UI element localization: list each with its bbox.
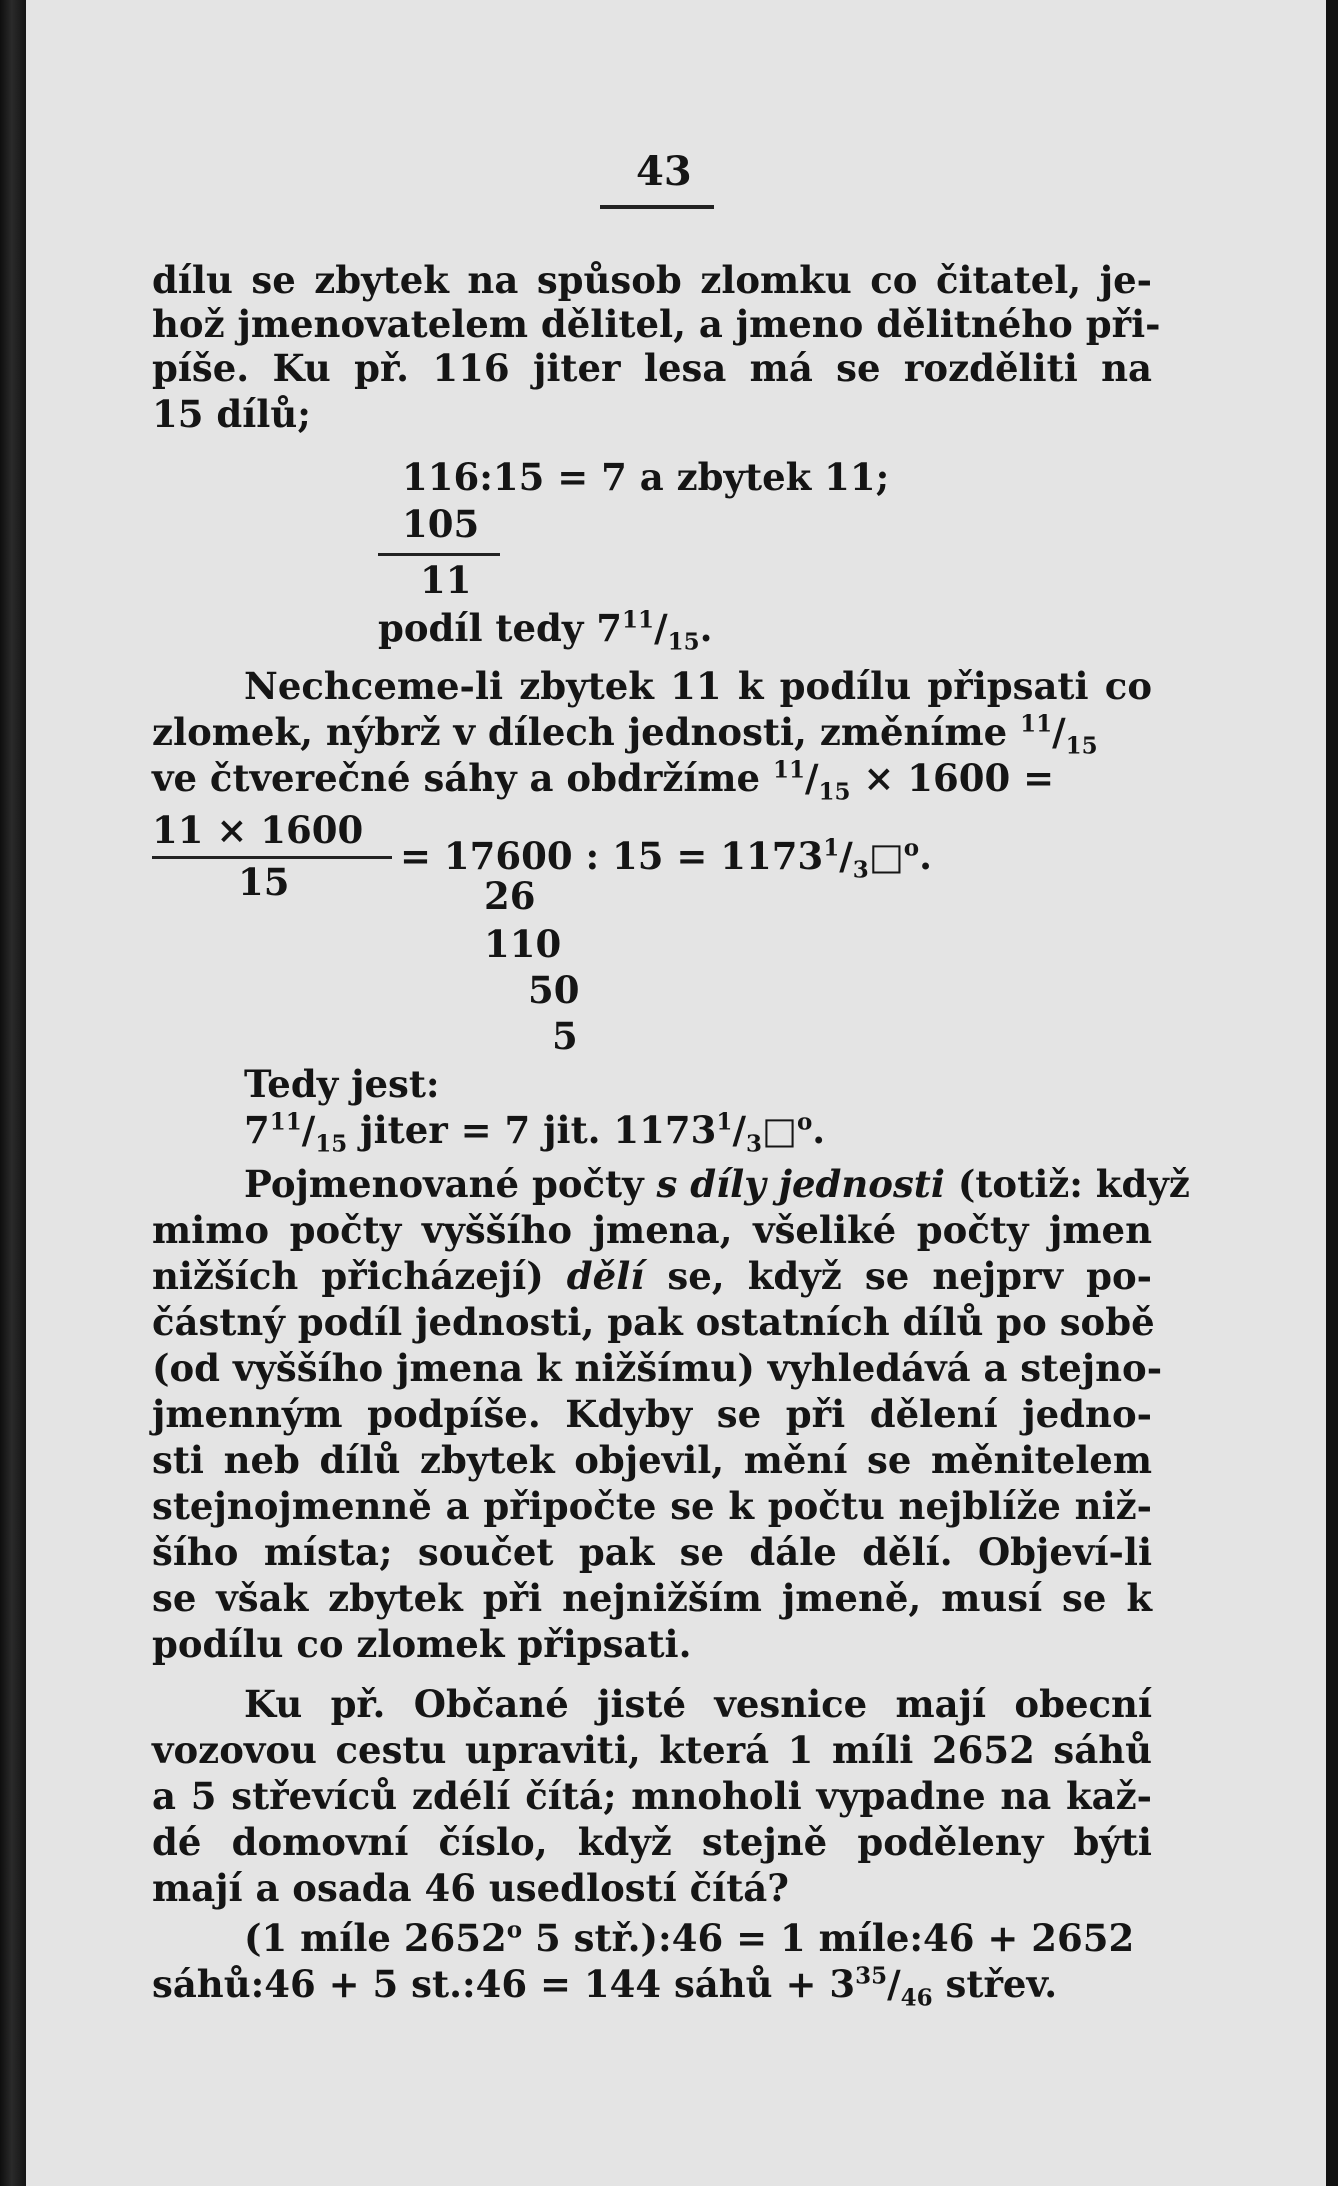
paragraph4-line-1: Ku př. Občané jisté vesnice mají obecní <box>244 1682 1152 1726</box>
paragraph5-line-2 <box>152 1962 1152 2012</box>
paragraph5-line2-slash: / <box>887 1962 901 2006</box>
paragraph3-line-6: jmenným podpíše. Kdyby se při dělení jedno- <box>152 1392 1152 1436</box>
paragraph2-line2-num: 11 <box>1020 710 1053 738</box>
paragraph2-line2-den: 15 <box>1065 732 1098 760</box>
calc2-result-num: 1 <box>823 834 840 862</box>
calc2-result-slash: / <box>839 834 853 878</box>
calc2-equation <box>400 834 933 884</box>
conclusion-res-slash: / <box>732 1108 746 1152</box>
conclusion-unit: □ <box>761 1108 797 1152</box>
paragraph2-line2-slash: / <box>1052 710 1066 754</box>
paragraph3-line3-b: se, když se nejprv po- <box>644 1254 1153 1298</box>
paragraph2-line-1: Nechceme-li zbytek 11 k podílu připsati co <box>244 664 1152 708</box>
book-page <box>26 0 1326 2186</box>
paragraph5-line1-b: 5 stř.):46 = 1 míle:46 + 2652 <box>522 1916 1135 1960</box>
calc2-equation-main: = 17600 : 15 = 1173 <box>400 834 824 878</box>
paragraph2-line-2 <box>152 710 1152 760</box>
calc2-step-1: 26 <box>484 874 536 918</box>
conclusion-den: 15 <box>315 1130 348 1158</box>
paragraph5-line2-num: 35 <box>855 1962 888 1990</box>
paragraph1-line-3: píše. Ku př. 116 jiter lesa má se rozděliti na <box>152 346 1152 390</box>
calc2-result-den: 3 <box>852 856 869 884</box>
paragraph2-line2-text: zlomek, nýbrž v dílech jednosti, změníme <box>152 710 1021 754</box>
calc1-quotient-den: 15 <box>667 628 700 656</box>
paragraph5-line1-a: (1 míle 2652 <box>244 1916 507 1960</box>
conclusion-slash: / <box>301 1108 316 1152</box>
paragraph5-line2-den: 46 <box>900 1984 933 2012</box>
paragraph3-line-8: stejnojmenně a připočte se k počtu nejblíže niž- <box>152 1484 1152 1528</box>
paragraph5-line1-deg: o <box>506 1916 523 1944</box>
conclusion-num: 11 <box>269 1108 302 1136</box>
paragraph4-line-3: a 5 střevíců zdélí čítá; mnoholi vypadne na kaž- <box>152 1774 1152 1818</box>
calc1-quotient-num: 11 <box>622 606 655 634</box>
paragraph3-line-9: šího místa; součet pak se dále dělí. Objeví-li <box>152 1530 1152 1574</box>
page-number-rule <box>600 205 714 209</box>
paragraph2-line3-slash: / <box>804 756 819 800</box>
conclusion-res-den: 3 <box>745 1130 762 1158</box>
paragraph2-line-3 <box>152 756 1152 806</box>
calc2-denominator: 15 <box>238 860 290 904</box>
calc2-result-unit: □ <box>868 834 904 878</box>
scan-left-edge <box>0 0 26 2186</box>
paragraph3-line-1 <box>244 1162 1190 1206</box>
paragraph5-line-1 <box>244 1916 1152 1960</box>
paragraph3-line1-b: (totiž: když <box>944 1162 1190 1206</box>
paragraph3-line-11: podílu co zlomek připsati. <box>152 1622 692 1666</box>
paragraph5-line2-a: sáhů:46 + 5 st.:46 = 144 sáhů + 3 <box>152 1962 856 2006</box>
calc2-result-end: . <box>919 834 933 878</box>
paragraph3-line-7: sti neb dílů zbytek objevil, mění se měnitelem <box>152 1438 1152 1482</box>
paragraph3-line1-a: Pojmenované počty <box>244 1162 657 1206</box>
paragraph2-line3-end: × 1600 = <box>850 756 1055 800</box>
conclusion-mid: jiter = 7 jit. 1173 <box>347 1108 717 1152</box>
scan-right-edge <box>1326 0 1338 2186</box>
paragraph2-line3-text: ve čtverečné sáhy a obdržíme <box>152 756 773 800</box>
paragraph2-line3-den: 15 <box>818 778 851 806</box>
conclusion-res-num: 1 <box>716 1108 733 1136</box>
paragraph1-line-2: hož jmenovatelem dělitel, a jmeno dělitného při- <box>152 302 1161 346</box>
paragraph3-line3-italic: dělí <box>566 1254 645 1298</box>
paragraph1-line-4: 15 dílů; <box>152 392 311 436</box>
paragraph1-line-1: dílu se zbytek na spůsob zlomku co čitatel, je- <box>152 258 1152 302</box>
calc1-quotient <box>378 606 713 656</box>
calc2-result-deg: o <box>903 834 920 862</box>
paragraph4-line-4: dé domovní číslo, když stejně poděleny býti <box>152 1820 1152 1864</box>
calc1-quotient-slash: / <box>654 606 668 650</box>
paragraph3-line-2: mimo počty vyššího jmena, všeliké počty jmen <box>152 1208 1152 1252</box>
calc2-step-2: 110 <box>484 922 562 966</box>
paragraph3-line-5: (od vyššího jmena k nižšímu) vyhledává a stejno- <box>152 1346 1163 1390</box>
calc1-rule <box>378 553 500 556</box>
calc2-fraction-bar <box>152 856 392 859</box>
calc1-division: 116:15 = 7 a zbytek 11; <box>402 455 890 499</box>
paragraph3-line-4: částný podíl jednosti, pak ostatních dílů po sobě <box>152 1300 1155 1344</box>
calc1-quotient-prefix: podíl tedy 7 <box>378 606 623 650</box>
paragraph3-line-3 <box>152 1254 1152 1298</box>
conclusion-label: Tedy jest: <box>244 1062 440 1106</box>
paragraph3-line-10: se však zbytek při nejnižším jmeně, musí se k <box>152 1576 1152 1620</box>
paragraph3-line3-a: nižších přicházejí) <box>152 1254 567 1298</box>
calc2-step-4: 5 <box>552 1014 578 1058</box>
calc1-quotient-end: . <box>699 606 713 650</box>
conclusion-end: . <box>812 1108 826 1152</box>
paragraph5-line2-b: střev. <box>932 1962 1058 2006</box>
paragraph3-line1-italic: s díly jednosti <box>656 1162 945 1206</box>
conclusion-equation <box>244 1108 826 1158</box>
conclusion-prefix: 7 <box>244 1108 270 1152</box>
paragraph2-line3-num: 11 <box>772 756 805 784</box>
calc2-numerator: 11 × 1600 <box>152 808 364 852</box>
conclusion-deg: o <box>796 1108 813 1136</box>
calc1-subtrahend: 105 <box>402 502 480 546</box>
paragraph4-line-2: vozovou cestu upraviti, která 1 míli 2652 sáhů <box>152 1728 1152 1772</box>
paragraph4-line-5: mají a osada 46 usedlostí čítá? <box>152 1866 789 1910</box>
page-number: 43 <box>636 148 692 195</box>
calc2-step-3: 50 <box>528 968 580 1012</box>
calc1-remainder: 11 <box>420 558 472 602</box>
